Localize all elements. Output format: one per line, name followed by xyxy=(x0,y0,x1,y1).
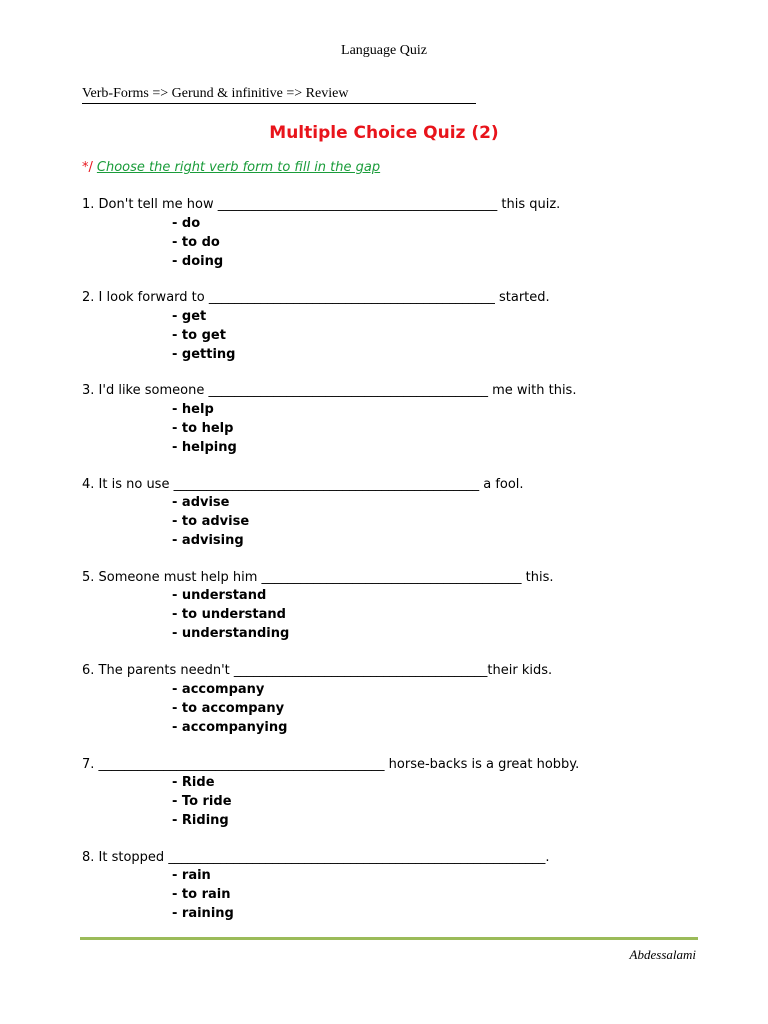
option[interactable]: - to accompany xyxy=(172,700,285,716)
instruction-text: Choose the right verb form to fill in the gap xyxy=(96,160,381,175)
question-prefix: 5. Someone must help him xyxy=(82,570,262,585)
question-suffix: their kids. xyxy=(487,663,553,678)
option[interactable]: - do xyxy=(172,216,201,231)
question-prefix: 7. xyxy=(82,757,99,772)
question-suffix: a fool. xyxy=(479,477,524,492)
option[interactable]: - to help xyxy=(172,420,234,436)
options-5 xyxy=(172,587,289,643)
question-prefix: 8. It stopped xyxy=(82,850,169,865)
breadcrumb: Verb-Forms => Gerund & infinitive => Review xyxy=(82,86,476,104)
question-suffix: me with this. xyxy=(487,383,577,398)
answer-blank[interactable]: __________________________________________________________ xyxy=(168,850,546,865)
option[interactable]: - to understand xyxy=(172,606,286,622)
option[interactable]: - To ride xyxy=(172,793,232,809)
question-8 xyxy=(82,850,549,865)
options-1 xyxy=(172,215,223,271)
option[interactable]: - doing xyxy=(172,253,224,269)
option[interactable]: - getting xyxy=(172,346,236,362)
answer-blank[interactable]: ____________________________________________ xyxy=(208,290,495,305)
options-2 xyxy=(172,308,236,364)
question-5 xyxy=(82,570,554,585)
option[interactable]: - raining xyxy=(172,905,234,921)
question-6 xyxy=(82,663,552,678)
option[interactable]: - advising xyxy=(172,532,244,548)
question-prefix: 2. I look forward to xyxy=(82,290,209,305)
question-1 xyxy=(82,197,560,212)
instruction-marker: */ xyxy=(82,160,93,175)
option[interactable]: - accompany xyxy=(172,682,265,697)
option[interactable]: - Ride xyxy=(172,775,215,790)
option[interactable]: - accompanying xyxy=(172,719,288,735)
answer-blank[interactable]: _______________________________________ xyxy=(233,663,488,678)
option[interactable]: - advise xyxy=(172,495,230,510)
question-suffix: horse-backs is a great hobby. xyxy=(384,757,580,772)
question-suffix: this. xyxy=(521,570,554,585)
option[interactable]: - helping xyxy=(172,439,237,455)
answer-blank[interactable]: ____________________________________________ xyxy=(98,757,385,772)
question-suffix: this quiz. xyxy=(497,197,561,212)
answer-blank[interactable]: ___________________________________________ xyxy=(217,197,498,212)
option[interactable]: - to advise xyxy=(172,513,250,529)
footer-rule xyxy=(80,937,698,940)
option[interactable]: - understand xyxy=(172,588,267,603)
options-3 xyxy=(172,401,237,457)
question-prefix: 4. It is no use xyxy=(82,477,174,492)
option[interactable]: - rain xyxy=(172,868,211,883)
question-suffix: . xyxy=(545,850,550,865)
option[interactable]: - understanding xyxy=(172,625,290,641)
question-7 xyxy=(82,757,579,772)
options-6 xyxy=(172,681,287,737)
options-4 xyxy=(172,494,249,550)
answer-blank[interactable]: _______________________________________________ xyxy=(173,477,480,492)
options-7 xyxy=(172,774,232,830)
option[interactable]: - help xyxy=(172,402,214,417)
instruction xyxy=(82,160,380,175)
option[interactable]: - to get xyxy=(172,327,226,343)
option[interactable]: - to rain xyxy=(172,886,231,902)
answer-blank[interactable]: ___________________________________________ xyxy=(208,383,488,398)
question-3 xyxy=(82,383,576,398)
page-header-title: Language Quiz xyxy=(341,43,427,58)
answer-blank[interactable]: ________________________________________ xyxy=(261,570,522,585)
question-suffix: started. xyxy=(494,290,550,305)
options-8 xyxy=(172,867,234,923)
footer-author: Abdessalami xyxy=(629,947,696,962)
option[interactable]: - get xyxy=(172,309,207,324)
question-prefix: 6. The parents needn't xyxy=(82,663,234,678)
option[interactable]: - Riding xyxy=(172,812,229,828)
quiz-title: Multiple Choice Quiz (2) xyxy=(269,123,499,143)
option[interactable]: - to do xyxy=(172,234,220,250)
question-4 xyxy=(82,477,524,492)
question-2 xyxy=(82,290,550,305)
question-prefix: 3. I'd like someone xyxy=(82,383,209,398)
question-prefix: 1. Don't tell me how xyxy=(82,197,218,212)
